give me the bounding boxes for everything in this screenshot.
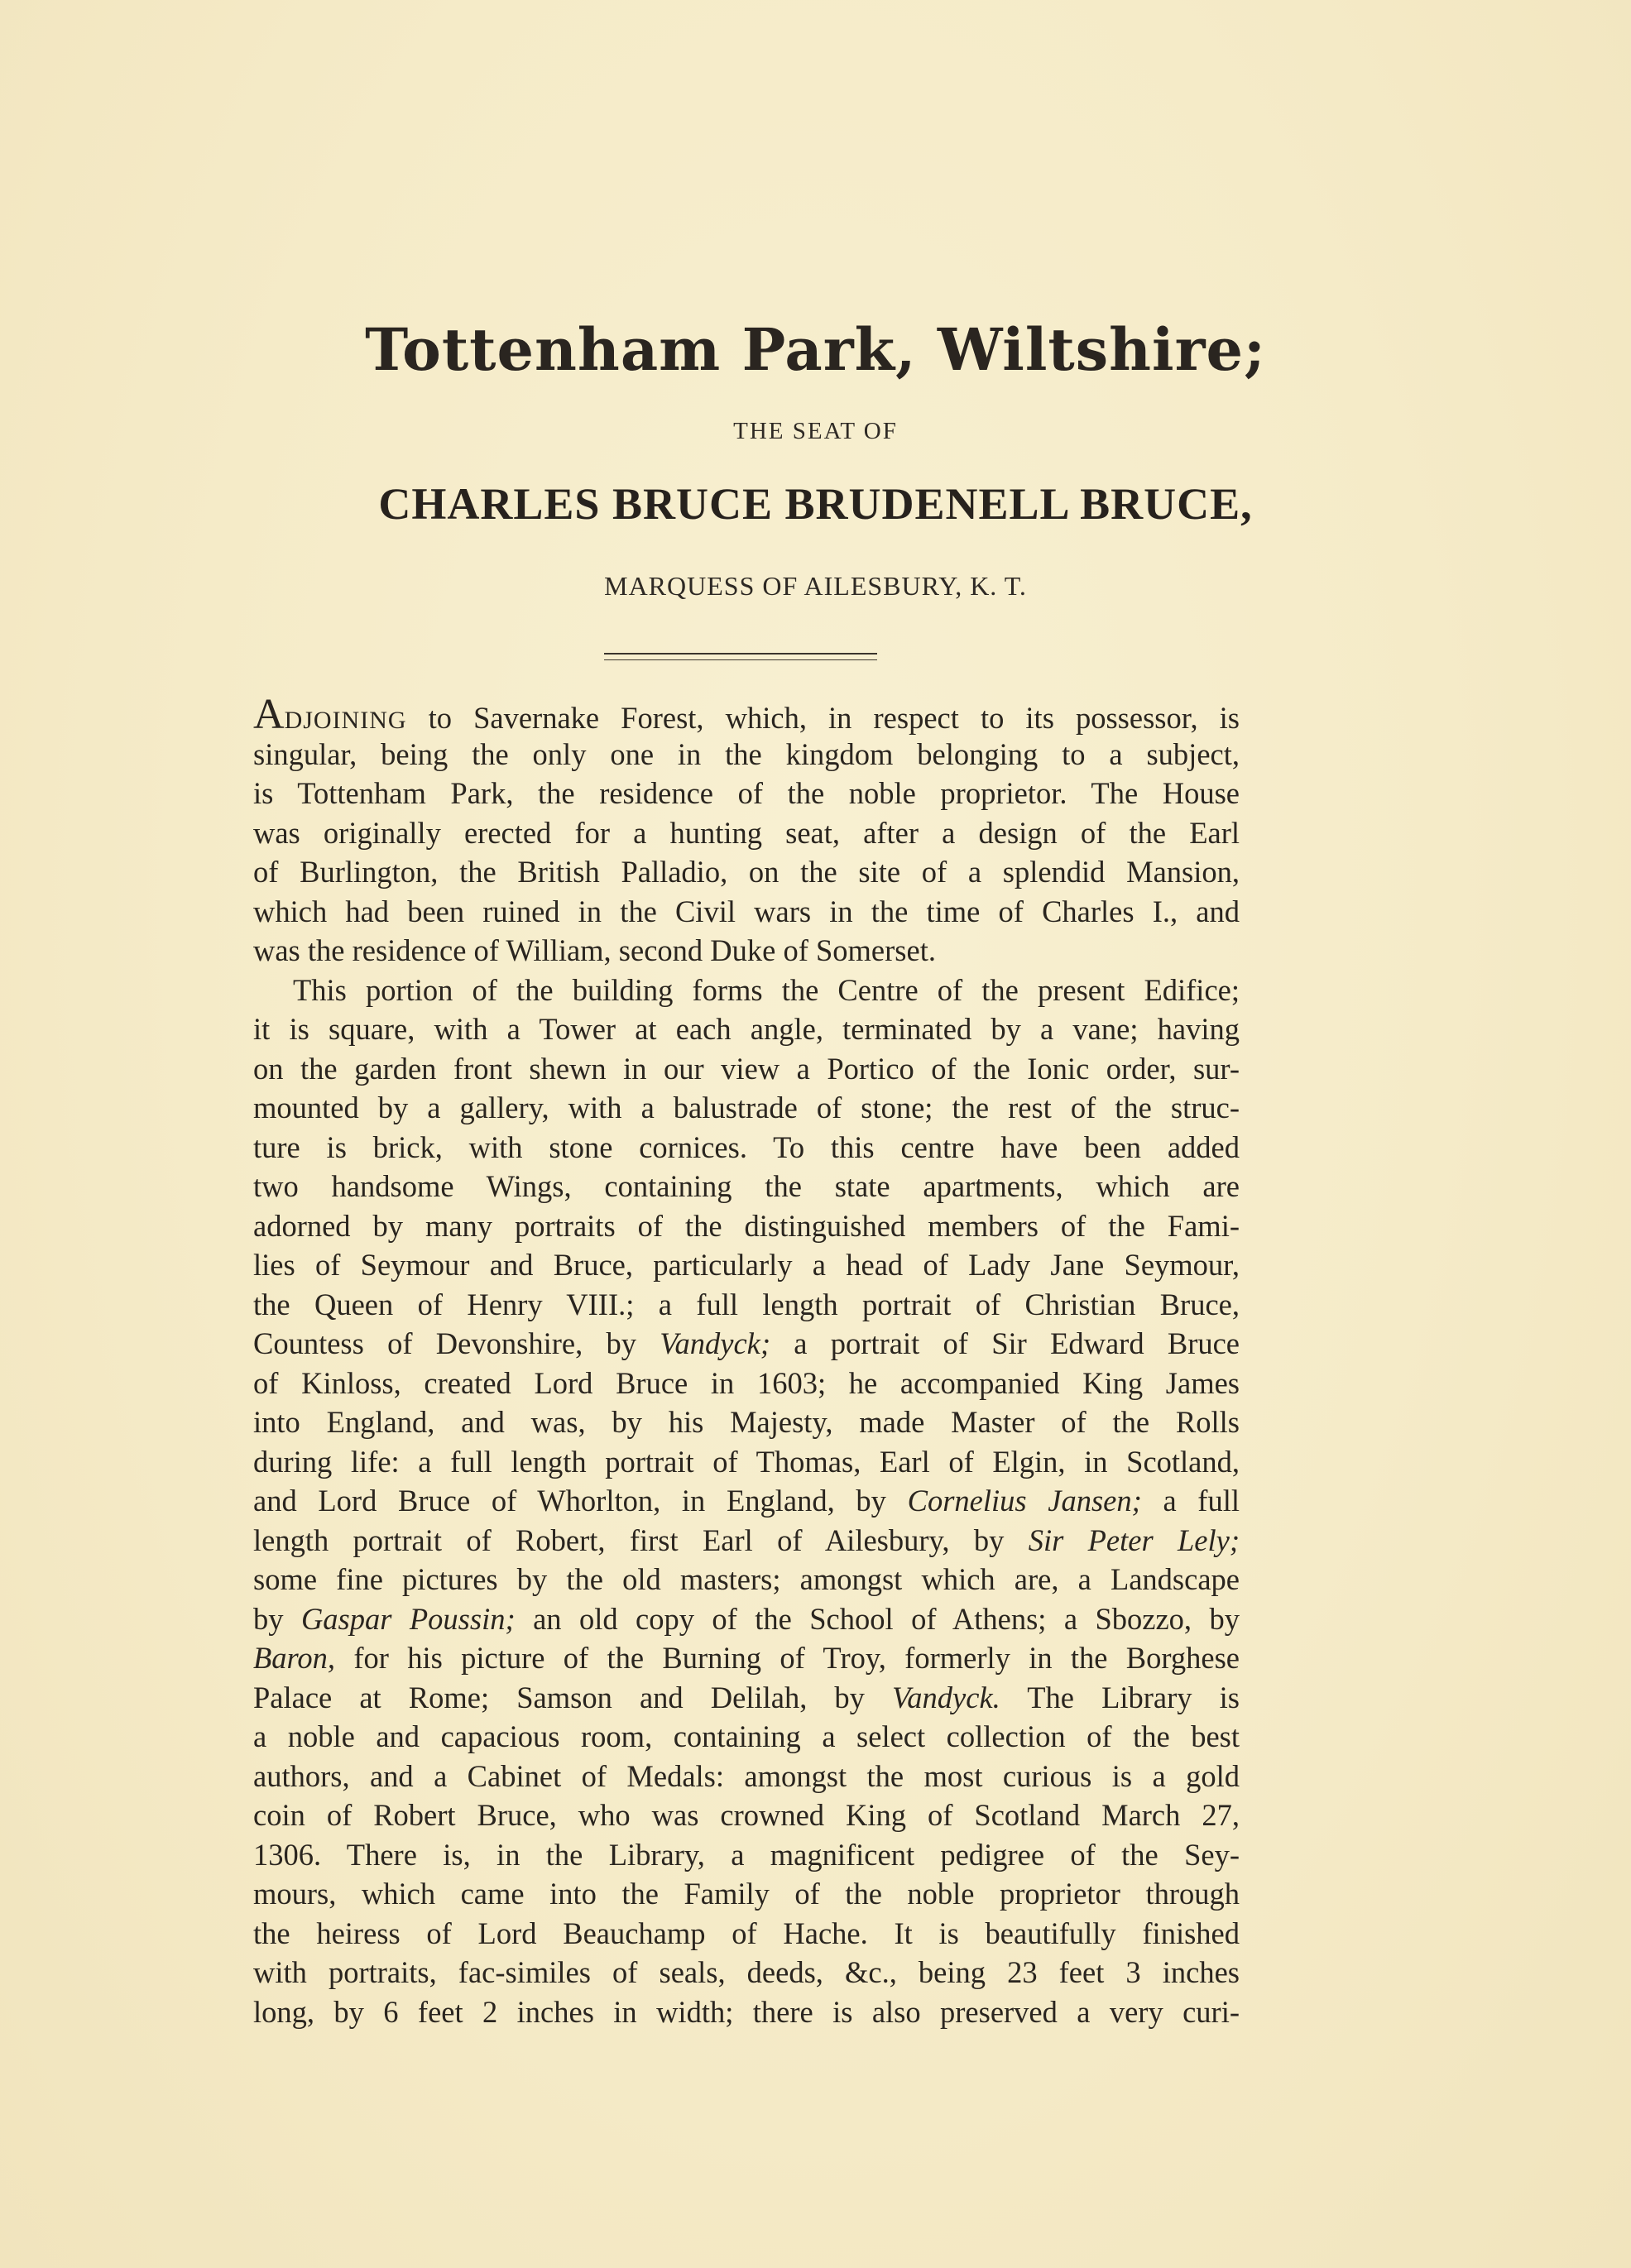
body-text [253,691,1240,2031]
text-line: singular, being the only one in the kingdom belonging to a subject, [253,736,1240,771]
text-line [253,1599,1240,1639]
text-line: adorned by many portraits of the distinguished members of the Fami- [253,1208,1240,1243]
artist-name: Vandyck. [892,1680,1000,1714]
artist-name: Baron, [253,1641,336,1675]
text-line [253,691,1240,738]
text-line: was the residence of William, second Duke of Somerset. [253,933,936,967]
text-segment: a portrait of Sir Edward Bruce [770,1326,1240,1360]
text-line: mounted by a gallery, with a balustrade of stone; the rest of the struc- [253,1091,1240,1124]
text-line: a noble and capacious room, containing a select collection of the best [253,1719,1240,1753]
divider-rule [604,653,877,660]
text-line: This portion of the building forms the Centre of the present Edifice; [293,972,1240,1007]
text-line: ture is brick, with stone cornices. To this centre have been added [253,1129,1240,1164]
text-segment: by [253,1601,301,1636]
text-line: with portraits, fac-similes of seals, deeds, &c., being 23 feet 3 inches [253,1955,1240,1989]
owner-name: CHARLES BRUCE BRUDENELL BRUCE, [378,479,1253,529]
text-line: during life: a full length portrait of Thomas, Earl of Elgin, in Scotland, [253,1444,1240,1479]
drop-cap: A [253,691,285,738]
artist-name: Vandyck; [660,1326,771,1360]
text-line: which had been ruined in the Civil wars in the time of Charles I., and [253,894,1240,928]
text-segment: a full [1141,1484,1240,1518]
text-segment: Countess of Devonshire, by [253,1326,660,1360]
text-line: was originally erected for a hunting seat, after a design of the Earl [253,815,1240,850]
text-line: authors, and a Cabinet of Medals: amongst the most curious is a gold [253,1758,1240,1793]
text-segment: to Savernake Forest, which, in respect to its possessor, is [406,701,1240,735]
text-line: lies of Seymour and Bruce, particularly a head of Lady Jane Seymour, [253,1248,1240,1282]
text-line: the Queen of Henry VIII.; a full length portrait of Christian Bruce, [253,1287,1240,1321]
text-line: mours, which came into the Family of the noble proprietor through [253,1877,1240,1911]
text-line: some fine pictures by the old masters; amongst which are, a Landscape [253,1562,1240,1596]
text-line: on the garden front shewn in our view a Portico of the Ionic order, sur- [253,1051,1240,1086]
artist-name: Gaspar Poussin; [300,1601,516,1636]
subtitle-seat-of: THE SEAT OF [733,418,898,444]
text-segment: The Library is [1000,1680,1240,1714]
text-line [253,1521,1240,1561]
text-line: coin of Robert Bruce, who was crowned King of Scotland March 27, [253,1798,1240,1832]
text-line: is Tottenham Park, the residence of the noble proprietor. The House [253,776,1240,810]
text-line [253,1481,1240,1521]
text-segment: and Lord Bruce of Whorlton, in England, by [253,1484,908,1518]
artist-name: Sir Peter Lely; [1028,1522,1240,1557]
text-line [253,1324,1240,1364]
text-line [253,1638,1240,1678]
text-line: the heiress of Lord Beauchamp of Hache. It is beautifully finished [253,1916,1240,1950]
text-line: 1306. There is, in the Library, a magnificent pedigree of the Sey- [253,1837,1240,1872]
text-line: into England, and was, by his Majesty, made Master of the Rolls [253,1405,1240,1439]
text-line: two handsome Wings, containing the state apartments, which are [253,1169,1240,1203]
text-line: of Kinloss, created Lord Bruce in 1603; he accompanied King James [253,1365,1240,1400]
text-line [253,1678,1240,1718]
small-caps-word: DJOINING [284,707,407,734]
page-title: Tottenham Park, Wiltshire; [365,315,1266,384]
text-segment: Palace at Rome; Samson and Delilah, by [253,1680,893,1714]
text-line: of Burlington, the British Palladio, on the site of a splendid Mansion, [253,855,1240,889]
text-line: it is square, with a Tower at each angle, terminated by a vane; having [253,1012,1240,1046]
owner-rank: MARQUESS OF AILESBURY, K. T. [604,571,1027,601]
text-line: long, by 6 feet 2 inches in width; there is also preserved a very curi- [253,1994,1240,2029]
artist-name: Cornelius Jansen; [907,1484,1142,1518]
text-segment: for his picture of the Burning of Troy, formerly in the Borghese [335,1641,1240,1675]
text-segment: length portrait of Robert, first Earl of Ailesbury, by [253,1522,1029,1557]
text-segment: an old copy of the School of Athens; a Sbozzo, by [515,1601,1240,1636]
